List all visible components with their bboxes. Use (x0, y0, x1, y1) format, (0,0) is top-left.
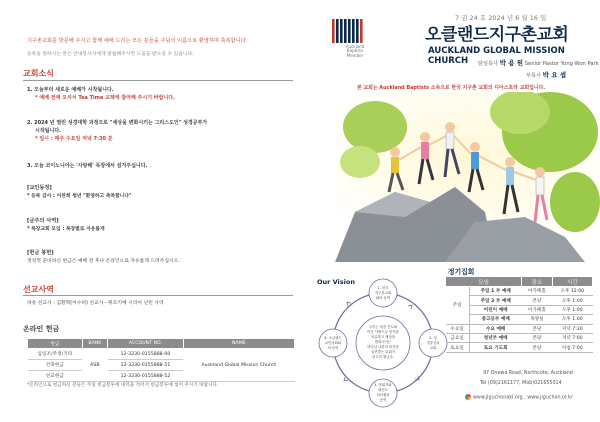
vision-center-line: 하나님 나라의 비전을 (367, 345, 399, 349)
vision-center-line: 실현하는 교회가 (370, 350, 396, 354)
vision-center-line: 치유하고 세상을 (370, 335, 396, 339)
table-header-row (28, 339, 295, 349)
service-time: 저녁 7:00 (552, 333, 592, 342)
service-place: 본당 (522, 343, 552, 352)
table-row (446, 343, 593, 352)
vision-node-3: 3. 목회자와 (374, 383, 392, 387)
website-links[interactable]: www.jiguchonakl.org , www.jiguchon.or.kr (473, 395, 573, 401)
online-offering-table (27, 338, 295, 382)
service-time: 오후 1:00 (552, 296, 592, 305)
service-group: 주일 (446, 287, 470, 325)
service-group: 수요일 (446, 324, 470, 333)
news-item-1 (27, 87, 292, 103)
table-header-row (446, 277, 593, 287)
col-bank: BANK (82, 339, 107, 349)
vision-title: Our Vision (317, 278, 355, 286)
online-heading: 온라인 헌금 (23, 325, 60, 333)
service-time: 오후 1:00 (552, 315, 592, 324)
news-divider (23, 80, 293, 81)
church-name-english: AUCKLAND GLOBAL MISSION CHURCH (428, 46, 565, 66)
account-no: 12-3230-0155888-51 (108, 360, 184, 371)
news-item-title: 2. 2024 년 열린 성경대학 과정으로 "세상을 변화시키는 그리스도인" 성경공부가 (27, 120, 208, 126)
church-name-korean: 오클랜드지구촌교회 (425, 25, 569, 45)
service-time: 오후 12:00 (552, 287, 592, 296)
service-place: 본당 (522, 296, 552, 305)
vision-node-3: 리더쉽의 (376, 393, 390, 397)
mission-divider (23, 295, 293, 296)
globe-icon (465, 394, 471, 400)
news-item-sub: * 예배 전에 오셔서 Tea Time 교제에 참여해 주시기 바랍니다. (35, 94, 176, 101)
service-name: 주일 1 부 예배 (469, 287, 522, 296)
church-address: 97 Onewa Road, Northcote, Auckland (483, 371, 573, 376)
vision-node-4: 의 동역 (327, 346, 339, 350)
service-time: 아침 7:00 (552, 343, 592, 352)
logo-caption (335, 45, 375, 58)
service-place: 본당 (522, 333, 552, 342)
church-phone: Tel (09)2161177, Mob)021655014 (480, 381, 562, 386)
news-item-title: 3. 오늘 코이노니아는 '사랑해' 목장에서 섬겨주십니다. (27, 163, 148, 169)
account-no: 12-3230-0155888-00 (108, 349, 184, 360)
pastor-name: 박 용 원 (499, 59, 524, 67)
logo-caption-line: Member (346, 52, 364, 58)
service-name: 수요 예배 (469, 324, 522, 333)
bank-name: ASB (82, 349, 107, 382)
offering-type: 십일조/주정/기타 (28, 349, 83, 360)
service-name: 주일 2 부 예배 (469, 296, 522, 305)
vision-node-4: 4. 오클랜드 (324, 336, 342, 340)
vision-node-2: 2. 성 (429, 336, 437, 340)
pastor-label: 담임목사 (478, 61, 499, 67)
vision-node-2: 경중심의 (426, 341, 440, 345)
service-group: 토요일 (446, 343, 470, 352)
col-account: ACCOUNT NO. (108, 339, 184, 349)
vision-center-line: 변화시키는 (374, 340, 392, 344)
table-row (446, 324, 593, 333)
affiliation-note: 본 교회는 Auckland Baptists 소속으로 한국 지구촌 교회의 디아스포라 교회입니다. (357, 85, 546, 91)
news-item-title-cont: 시작됩니다. (35, 127, 62, 134)
service-place: 본당 (522, 324, 552, 333)
service-place: 아가페홀 (522, 287, 552, 296)
offering-body: 정성껏 준비하신 헌금은 예배 전 후나 온라인으로 자유롭게 드려주십시오. (27, 259, 180, 264)
events-heading: [금주의 사역] (27, 218, 59, 224)
service-name: 중고등부 예배 (469, 315, 522, 324)
vision-node-3: 평신도 (378, 388, 388, 392)
news-item-title: 1. 오늘부터 새로운 예배가 시작됩니다. (27, 87, 114, 93)
vision-node-1: 1. 한국 (377, 286, 389, 290)
service-time: 저녁 7:30 (552, 324, 592, 333)
vision-node-3: 동역 (379, 398, 387, 402)
service-name: 어린이 예배 (469, 305, 522, 314)
col-place: 장소 (522, 277, 552, 287)
col-name: NAME (183, 339, 294, 349)
mission-heading: 선교사역 (23, 285, 54, 294)
col-time: 시간 (552, 277, 592, 287)
offering-type: 선교헌금 (28, 371, 83, 382)
members-body: * 등록 감사 : 이찬희 청년 "환영하고 축복합니다" (27, 194, 132, 199)
service-time: 오후 1:00 (552, 305, 592, 314)
table-row (446, 333, 593, 342)
right-column (305, 0, 600, 422)
welcome-sub: 등록을 원하시는 분은 안내봉사자에게 말씀해주시면 도움을 받으실 수 있습니다. (27, 52, 194, 57)
assoc-label: 부목사 (526, 73, 542, 79)
climbing-team-illustration (335, 92, 600, 262)
vision-node-1: 지구촌교회 (374, 291, 392, 295)
news-item-3 (27, 163, 292, 171)
vision-center-line: 우리는 복음 전도와 (368, 325, 398, 329)
logo-caption-line: Auckland (345, 44, 365, 49)
account-no: 12-3230-0155888-52 (108, 371, 184, 382)
baptists-logo-icon (330, 17, 366, 45)
service-place: 목양실 (522, 315, 552, 324)
offering-type: 건축헌금 (28, 360, 83, 371)
services-heading: 정기집회 (448, 268, 475, 276)
vision-diagram (313, 268, 453, 408)
associate-pastor (526, 70, 566, 79)
table-row (446, 287, 593, 296)
news-heading: 교회소식 (23, 69, 54, 78)
news-item-2 (27, 120, 292, 143)
col-offering: 헌금 (28, 339, 83, 349)
pastor-english: Senior Pastor Yong Won Park (524, 61, 599, 67)
online-footnote: *온라인으로 헌금하신 분들은 주일 헌금봉투에 내역을 적어서 헌금봉투에 넣어 주시기 바랍니다. (27, 383, 219, 388)
vision-center-line: 이웃 사랑으로 민족을 (367, 330, 399, 334)
logo-caption-line: Baptists (346, 48, 364, 54)
news-item-sub: * 일시 : 매주 수요일 저녁 7:30 분 (35, 135, 113, 142)
welcome-message: 지구촌교회를 방문해 주시고 함께 예배 드리는 모든 분들을 주님의 이름으로 환영하며 축복합니다. (27, 38, 248, 44)
service-name: 청년부 예배 (469, 333, 522, 342)
assoc-name: 박 요 셉 (542, 71, 567, 79)
account-name: Auckland Global Mission Church (183, 349, 294, 382)
services-table (445, 276, 593, 353)
senior-pastor (478, 58, 599, 67)
issue-date: 7 권 24 호 2024 년 6 월 16 일 (455, 14, 547, 22)
mission-body: 파송 선교사 : 김환혁(이수희) 선교사 - 튀르키예 시리아 난민 사역 (27, 301, 164, 306)
service-name: 토요 기도회 (469, 343, 522, 352)
service-group: 금요일 (446, 333, 470, 342)
members-heading: [교인동정] (27, 185, 52, 191)
col-meeting: 모임 (446, 277, 522, 287)
vision-center-line: 되고자 합니다. (372, 355, 394, 359)
service-place: 아가페홀 (522, 305, 552, 314)
table-row (28, 349, 295, 360)
offering-heading: [헌금 봉헌] (27, 250, 54, 256)
vision-node-4: 교민사회와 (324, 341, 342, 345)
vision-node-1: 와의 동역 (375, 296, 391, 300)
church-websites (465, 394, 573, 401)
vision-node-2: 교회 (429, 346, 437, 350)
events-body: * 목장교회 모임 : 목장별로 자유롭게 (27, 227, 105, 232)
